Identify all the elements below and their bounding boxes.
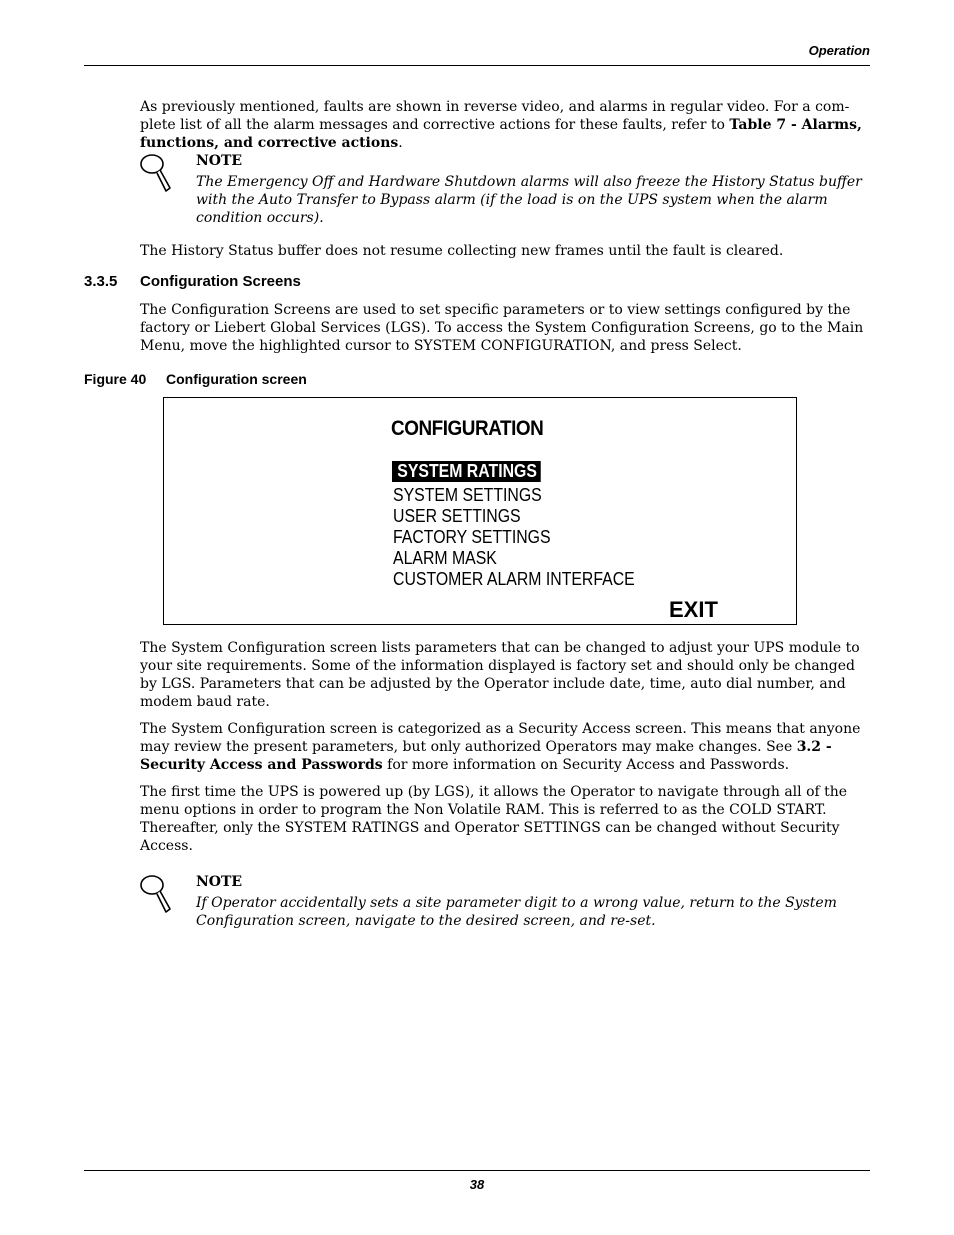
cold-start-paragraph: The first time the UPS is powered up (by LGS), it allows the Operator to navigate through all of the menu options in order to program the Non Volatile RAM. This is referred to as the COLD START. Thereafter, only the SYSTEM RATINGS and Operator SETTINGS can be changed without Security Access. — [140, 784, 848, 854]
menu-item-system-ratings[interactable]: SYSTEM RATINGS — [392, 461, 540, 482]
magnifier-note-icon — [139, 150, 173, 194]
section-title: Configuration Screens — [140, 273, 301, 290]
note-title: NOTE — [196, 153, 243, 169]
intro-end: . — [398, 135, 403, 151]
intro-paragraph — [140, 98, 868, 152]
menu-item-alarm-mask[interactable]: ALARM MASK — [393, 548, 497, 568]
magnifier-note-icon — [139, 871, 173, 915]
exit-button[interactable]: EXIT — [669, 597, 718, 622]
figure-caption-text: Configuration screen — [166, 371, 307, 387]
page-number: 38 — [469, 1177, 485, 1192]
menu-item-user-settings[interactable]: USER SETTINGS — [393, 506, 521, 526]
note-title: NOTE — [196, 874, 243, 890]
menu-item-customer-alarm-interface[interactable]: CUSTOMER ALARM INTERFACE — [393, 569, 635, 589]
table-reference-link[interactable]: Table 7 - Alarms, functions, and corrective actions — [140, 117, 862, 151]
configuration-menu — [393, 461, 668, 590]
header-rule — [84, 65, 870, 66]
configuration-screen-figure — [163, 397, 797, 625]
system-config-paragraph: The System Configuration screen lists parameters that can be changed to adjust your UPS module to your site requirements. Some of the information displayed is factory set and should only be changed by LGS. Parameters that can be adjusted by the Operator include date, time, auto dial number, and modem baud rate. — [140, 640, 860, 710]
note-text: If Operator accidentally sets a site parameter digit to a wrong value, return to the System Configuration screen, navigate to the desired screen, and re-set. — [196, 895, 837, 929]
intro-text: As previously mentioned, faults are shown in reverse video, and alarms in regular video. For a com-plete list of all the alarm messages and corrective actions for these faults, refer to — [140, 99, 850, 133]
menu-item-system-settings[interactable]: SYSTEM SETTINGS — [393, 485, 542, 505]
config-paragraph: The Configuration Screens are used to set specific parameters or to view settings configured by the factory or Liebert Global Services (LGS). To access the System Configuration Screens, go to the Main Menu, move the highlighted cursor to SYSTEM CONFIGURATION, and press Select. — [140, 302, 864, 354]
running-header: Operation — [808, 43, 870, 58]
section-heading — [84, 273, 301, 290]
figure-caption — [84, 371, 307, 387]
security-paragraph — [140, 720, 868, 774]
screen-title: CONFIGURATION — [391, 417, 544, 440]
history-paragraph: The History Status buffer does not resume collecting new frames until the fault is cleared. — [140, 243, 784, 259]
security-end: for more information on Security Access and Passwords. — [382, 757, 790, 773]
figure-number: Figure 40 — [84, 371, 147, 387]
note-text: The Emergency Off and Hardware Shutdown alarms will also freeze the History Status buffer with the Auto Transfer to Bypass alarm (if the load is on the UPS system when the alarm condition occurs). — [196, 174, 862, 226]
menu-item-factory-settings[interactable]: FACTORY SETTINGS — [393, 527, 551, 547]
security-reference-link[interactable]: 3.2 - Security Access and Passwords — [140, 739, 832, 773]
section-number: 3.3.5 — [84, 273, 118, 290]
footer-rule — [84, 1170, 870, 1171]
security-text: The System Configuration screen is categorized as a Security Access screen. This means that anyone may review the present parameters, but only authorized Operators may make changes. See — [140, 721, 861, 755]
